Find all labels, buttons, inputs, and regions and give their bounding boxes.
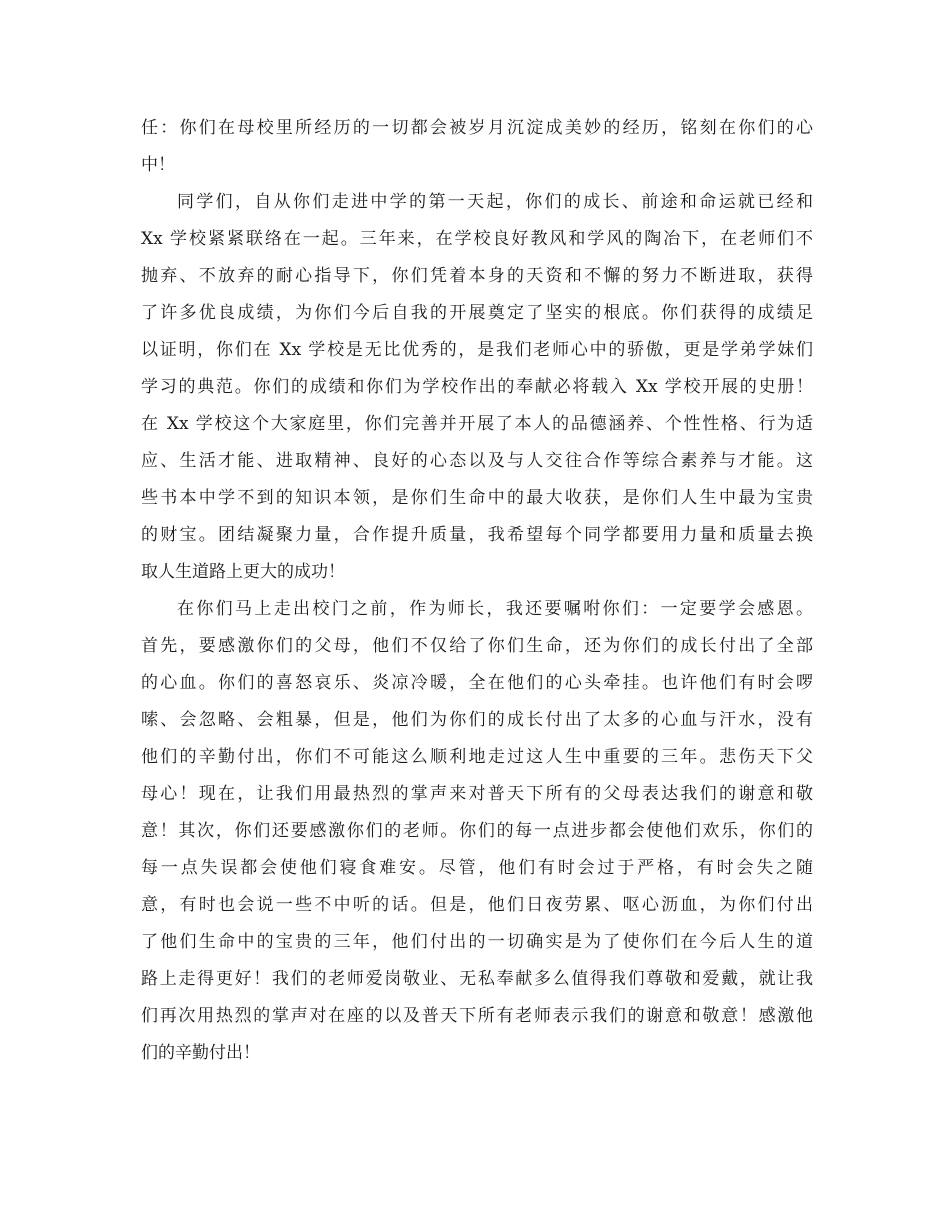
paragraph-first-line: 在你们马上走出校门之前，作为师长，我还要嘱咐你们：一定要学会感恩。 <box>177 599 813 619</box>
text-line: 的心血。你们的喜怒哀乐、炎凉冷暖，全在他们的心头牵挂。也许他们有时会啰 <box>141 673 813 693</box>
text-line: 了许多优良成绩，为你们今后自我的开展奠定了坚实的根底。你们获得的成绩足 <box>141 303 813 323</box>
text-line: 中！ <box>141 155 175 175</box>
text-line: 意，有时也会说一些不中听的话。但是，他们日夜劳累、呕心沥血，为你们付出 <box>141 895 813 915</box>
paragraph-first-line: 同学们，自从你们走进中学的第一天起，你们的成长、前途和命运就已经和 <box>177 192 813 212</box>
text-line: 首先，要感激你们的父母，他们不仅给了你们生命，还为你们的成长付出了全部 <box>141 636 813 656</box>
text-line: 每一点失误都会使他们寝食难安。尽管，他们有时会过于严格，有时会失之随 <box>141 858 813 878</box>
text-line: Xx 学校紧紧联络在一起。三年来，在学校良好教风和学风的陶冶下，在老师们不 <box>141 229 813 249</box>
text-line: 路上走得更好！我们的老师爱岗敬业、无私奉献多么值得我们尊敬和爱戴，就让我 <box>141 969 813 989</box>
text-line: 学习的典范。你们的成绩和你们为学校作出的奉献必将载入 Xx 学校开展的史册！ <box>141 377 813 397</box>
text-line: 母心！现在，让我们用最热烈的掌声来对普天下所有的父母表达我们的谢意和敬 <box>141 784 813 804</box>
text-line: 的财宝。团结凝聚力量，合作提升质量，我希望每个同学都要用力量和质量去换 <box>141 525 813 545</box>
text-line: 应、生活才能、进取精神、良好的心态以及与人交往合作等综合素养与才能。这 <box>141 451 813 471</box>
text-line: 在 Xx 学校这个大家庭里，你们完善并开展了本人的品德涵养、个性性格、行为适 <box>141 414 813 434</box>
text-line: 们的辛勤付出！ <box>141 1043 260 1063</box>
text-line: 以证明，你们在 Xx 学校是无比优秀的，是我们老师心中的骄傲，更是学弟学妹们 <box>141 340 813 360</box>
text-line: 们再次用热烈的掌声对在座的以及普天下所有老师表示我们的谢意和敬意！感激他 <box>141 1006 813 1026</box>
text-line: 嗦、会忽略、会粗暴，但是，他们为你们的成长付出了太多的心血与汗水，没有 <box>141 710 813 730</box>
text-line: 他们的辛勤付出，你们不可能这么顺利地走过这人生中重要的三年。悲伤天下父 <box>141 747 813 767</box>
text-line: 任：你们在母校里所经历的一切都会被岁月沉淀成美妙的经历，铭刻在你们的心 <box>141 118 813 138</box>
text-line: 抛弃、不放弃的耐心指导下，你们凭着本身的天资和不懈的努力不断进取，获得 <box>141 266 813 286</box>
text-line: 了他们生命中的宝贵的三年，他们付出的一切确实是为了使你们在今后人生的道 <box>141 932 813 952</box>
text-line: 些书本中学不到的知识本领，是你们生命中的最大收获，是你们人生中最为宝贵 <box>141 488 813 508</box>
text-line: 意！其次，你们还要感激你们的老师。你们的每一点进步都会使他们欢乐，你们的 <box>141 821 813 841</box>
text-line: 取人生道路上更大的成功！ <box>141 562 345 582</box>
